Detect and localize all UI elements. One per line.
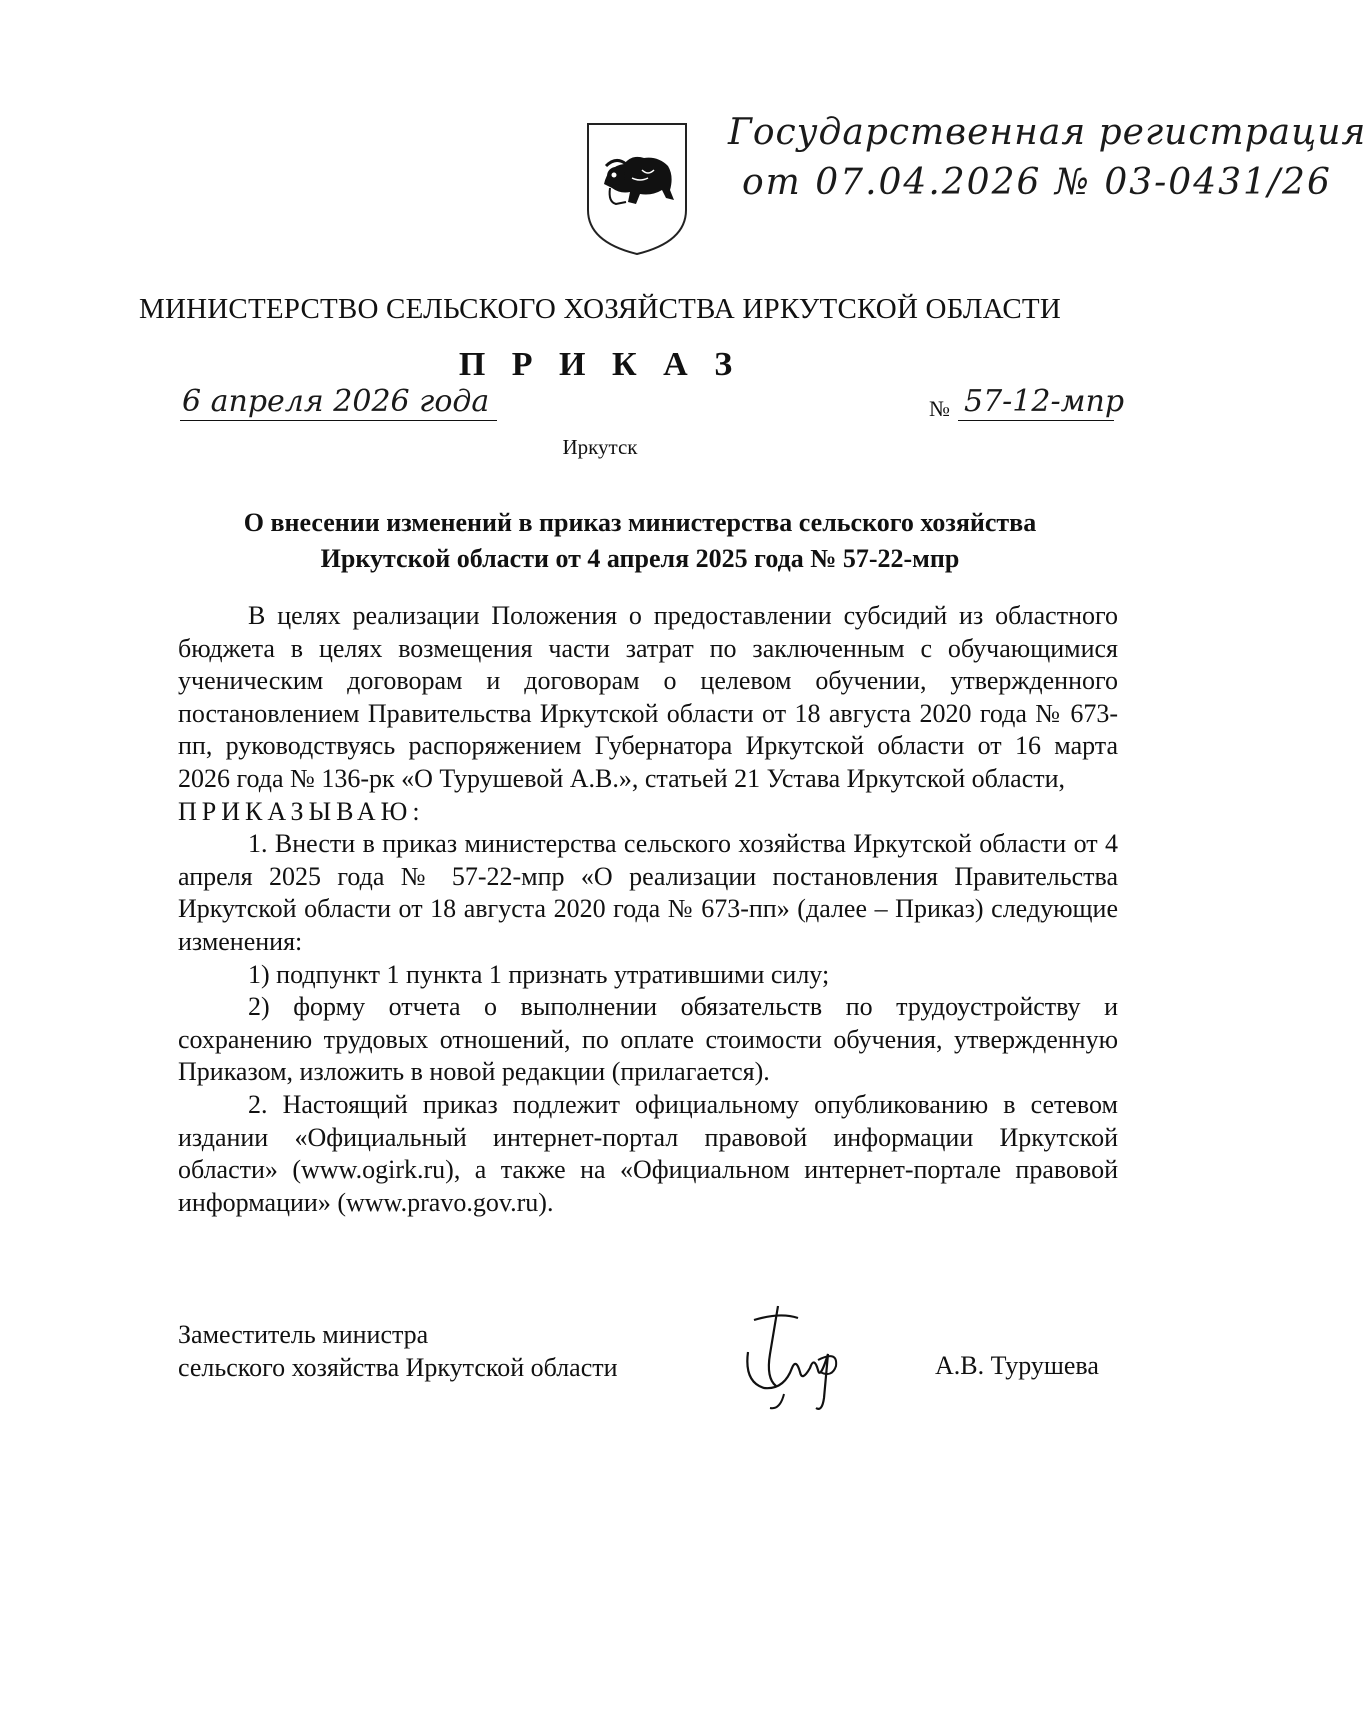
item-1-subitem-1: 1) подпункт 1 пункта 1 признать утратившими силу; [248,959,830,989]
signatory-position-line1: Заместитель министра [178,1320,429,1349]
order-date: 6 апреля 2026 года [180,384,497,421]
signatory-name: А.В. Турушева [935,1351,1099,1380]
item-1-paragraph: 1. Внести в приказ министерства сельского хозяйства Иркутской области от 4 апреля 2025 года № 57-22-мпр «О реализации постановления Правительства Иркутской области от 18 августа 2020 года № 673-пп» (далее – Приказ) следующие изменения: [178,829,1118,956]
document-body [178,600,1118,1219]
city: Иркутск [562,435,638,459]
handwritten-signature-icon [740,1298,850,1418]
order-number: 57-12-мпр [958,384,1114,421]
document-type: П Р И К А З [458,346,742,383]
command-word: ПРИКАЗЫВАЮ: [178,796,425,826]
document-title-line1: О внесении изменений в приказ министерства сельского хозяйства [243,508,1037,537]
registration-note-line2: от 07.04.2026 № 03-0431/26 [742,162,1332,203]
registration-note-line1: Государственная регистрация [728,112,1366,153]
document-title-line2: Иркутской области от 4 апреля 2025 года № 57-22-мпр [320,544,960,573]
ministry-name: МИНИСТЕРСТВО СЕЛЬСКОГО ХОЗЯЙСТВА ИРКУТСКОЙ ОБЛАСТИ [139,293,1061,325]
signatory-position [178,1318,618,1384]
order-number-label: № [929,396,950,421]
item-2-paragraph: 2. Настоящий приказ подлежит официальному опубликованию в сетевом издании «Официальный интернет-портал правовой информации Иркутской области» (www.ogirk.ru), а также на «Официальном интернет-портале правовой информации» (www.pravo.gov.ru). [178,1089,1118,1217]
item-1-subitem-2: 2) форму отчета о выполнении обязательств по трудоустройству и сохранению трудовых отношений, по оплате стоимости обучения, утвержденную Приказом, изложить в новой редакции (прилагается). [178,992,1118,1087]
document-title [200,505,1080,577]
signatory-position-line2: сельского хозяйства Иркутской области [178,1353,618,1382]
coat-of-arms-icon [582,118,692,258]
preamble-paragraph: В целях реализации Положения о предоставлении субсидий из областного бюджета в целях возмещения части затрат по заключенным с обучающимися ученическим договорам и договорам о целевом обучении, утвержденного постановлением Правительства Иркутской области от 18 августа 2020 года № 673-пп, руководствуясь распоряжением Губернатора Иркутской области от 16 марта 2026 года № 136-рк «О Турушевой А.В.», статьей 21 Устава Иркутской области, [178,601,1118,793]
